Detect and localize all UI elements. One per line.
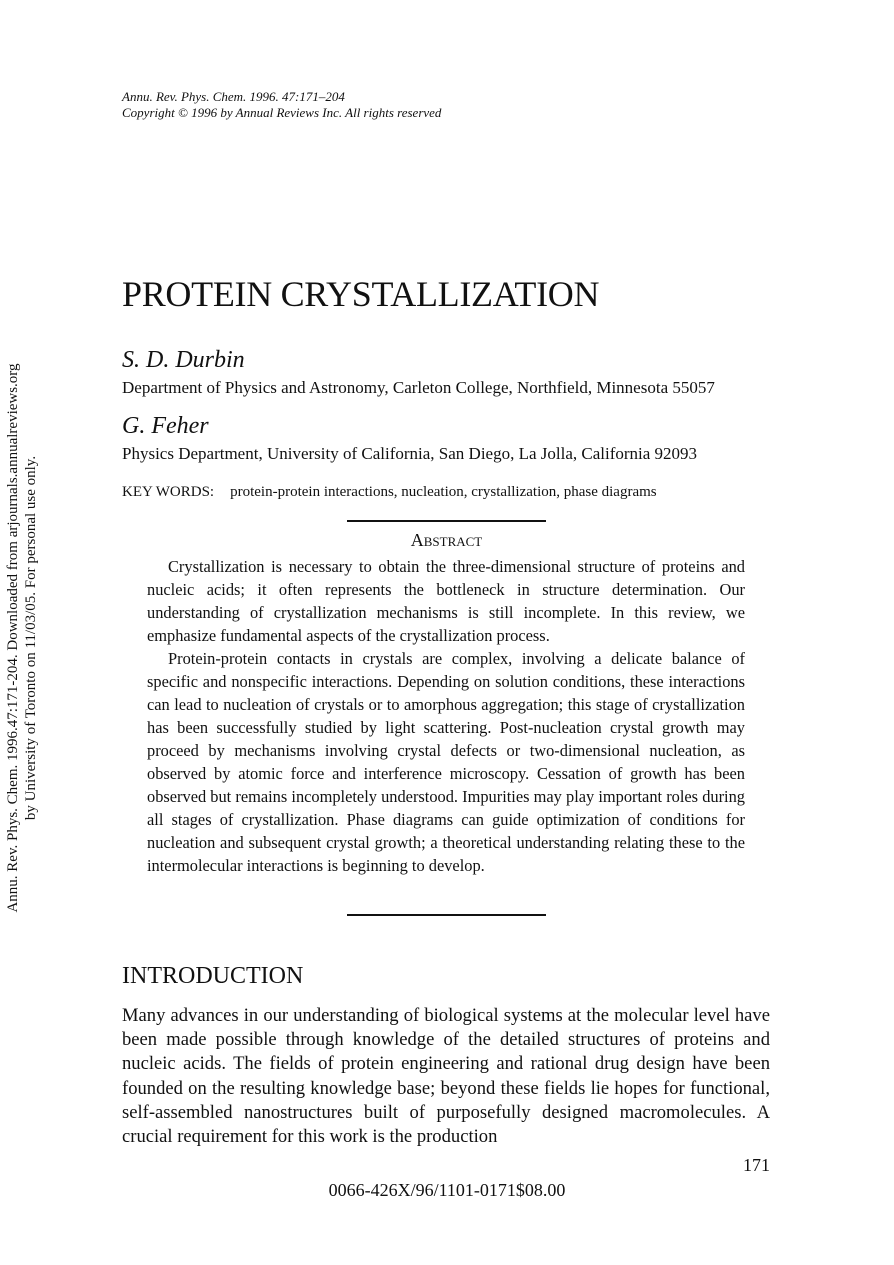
abstract-bottom-rule xyxy=(347,914,546,916)
journal-citation: Annu. Rev. Phys. Chem. 1996. 47:171–204 xyxy=(122,89,345,104)
author-affiliation: Physics Department, University of California, San Diego, La Jolla, California 92093 xyxy=(122,444,698,463)
watermark-line-2: by University of Toronto on 11/03/05. For personal use only. xyxy=(23,455,39,821)
abstract-body xyxy=(147,555,745,877)
abstract-top-rule xyxy=(347,520,546,522)
keywords xyxy=(122,484,657,501)
abstract-paragraph: Crystallization is necessary to obtain the three-dimensional structure of proteins and nucleic acids; it often represents the bottleneck in structure determination. Our understanding of crystallization mechanisms is still incomplete. In this review, we emphasize fundamental aspects of the crystallization process. xyxy=(147,557,745,645)
abstract-paragraph: Protein-protein contacts in crystals are complex, involving a delicate balance of specific and nonspecific interactions. Depending on solution conditions, these interactions can lead to nucleation of crystals or to amorphous aggregation; this stage of crystallization has been successfully studied by light scattering. Post-nucleation crystal growth may proceed by mechanisms involving crystal defects or two-dimensional nucleation, as observed by atomic force and interference microscopy. Cessation of growth has been observed but remains incompletely understood. Impurities may play important roles during all stages of crystallization. Phase diagrams can guide optimization of conditions for nucleation and subsequent crystal growth; a theoretical understanding relating these to the intermolecular interactions is beginning to develop. xyxy=(147,649,745,875)
abstract-heading: Abstract xyxy=(410,530,483,550)
download-watermark xyxy=(4,338,40,938)
page-number: 171 xyxy=(743,1155,770,1175)
watermark-line-1: Annu. Rev. Phys. Chem. 1996.47:171-204. Downloaded from arjournals.annualreviews.org xyxy=(5,363,21,913)
author-name: S. D. Durbin xyxy=(122,347,245,373)
footer-code: 0066-426X/96/1101-0171$08.00 xyxy=(328,1180,566,1200)
introduction-paragraph: Many advances in our understanding of biological systems at the molecular level have been made possible through knowledge of the detailed structures of proteins and nucleic acids. The fields of protein engineering and rational drug design have been founded on the resulting knowledge base; beyond these fields lie hopes for functional, self-assembled nanostructures built of purposefully designed macromolecules. A crucial requirement for this work is the production xyxy=(122,1005,770,1148)
article-title: PROTEIN CRYSTALLIZATION xyxy=(122,274,600,314)
keywords-label: KEY WORDS: xyxy=(122,484,215,500)
copyright-line: Copyright © 1996 by Annual Reviews Inc. All rights reserved xyxy=(122,105,442,120)
author-affiliation: Department of Physics and Astronomy, Carleton College, Northfield, Minnesota 55057 xyxy=(122,378,715,397)
author-name: G. Feher xyxy=(122,413,209,439)
section-heading: INTRODUCTION xyxy=(122,963,304,989)
keywords-text: protein-protein interactions, nucleation, crystallization, phase diagrams xyxy=(230,484,657,500)
